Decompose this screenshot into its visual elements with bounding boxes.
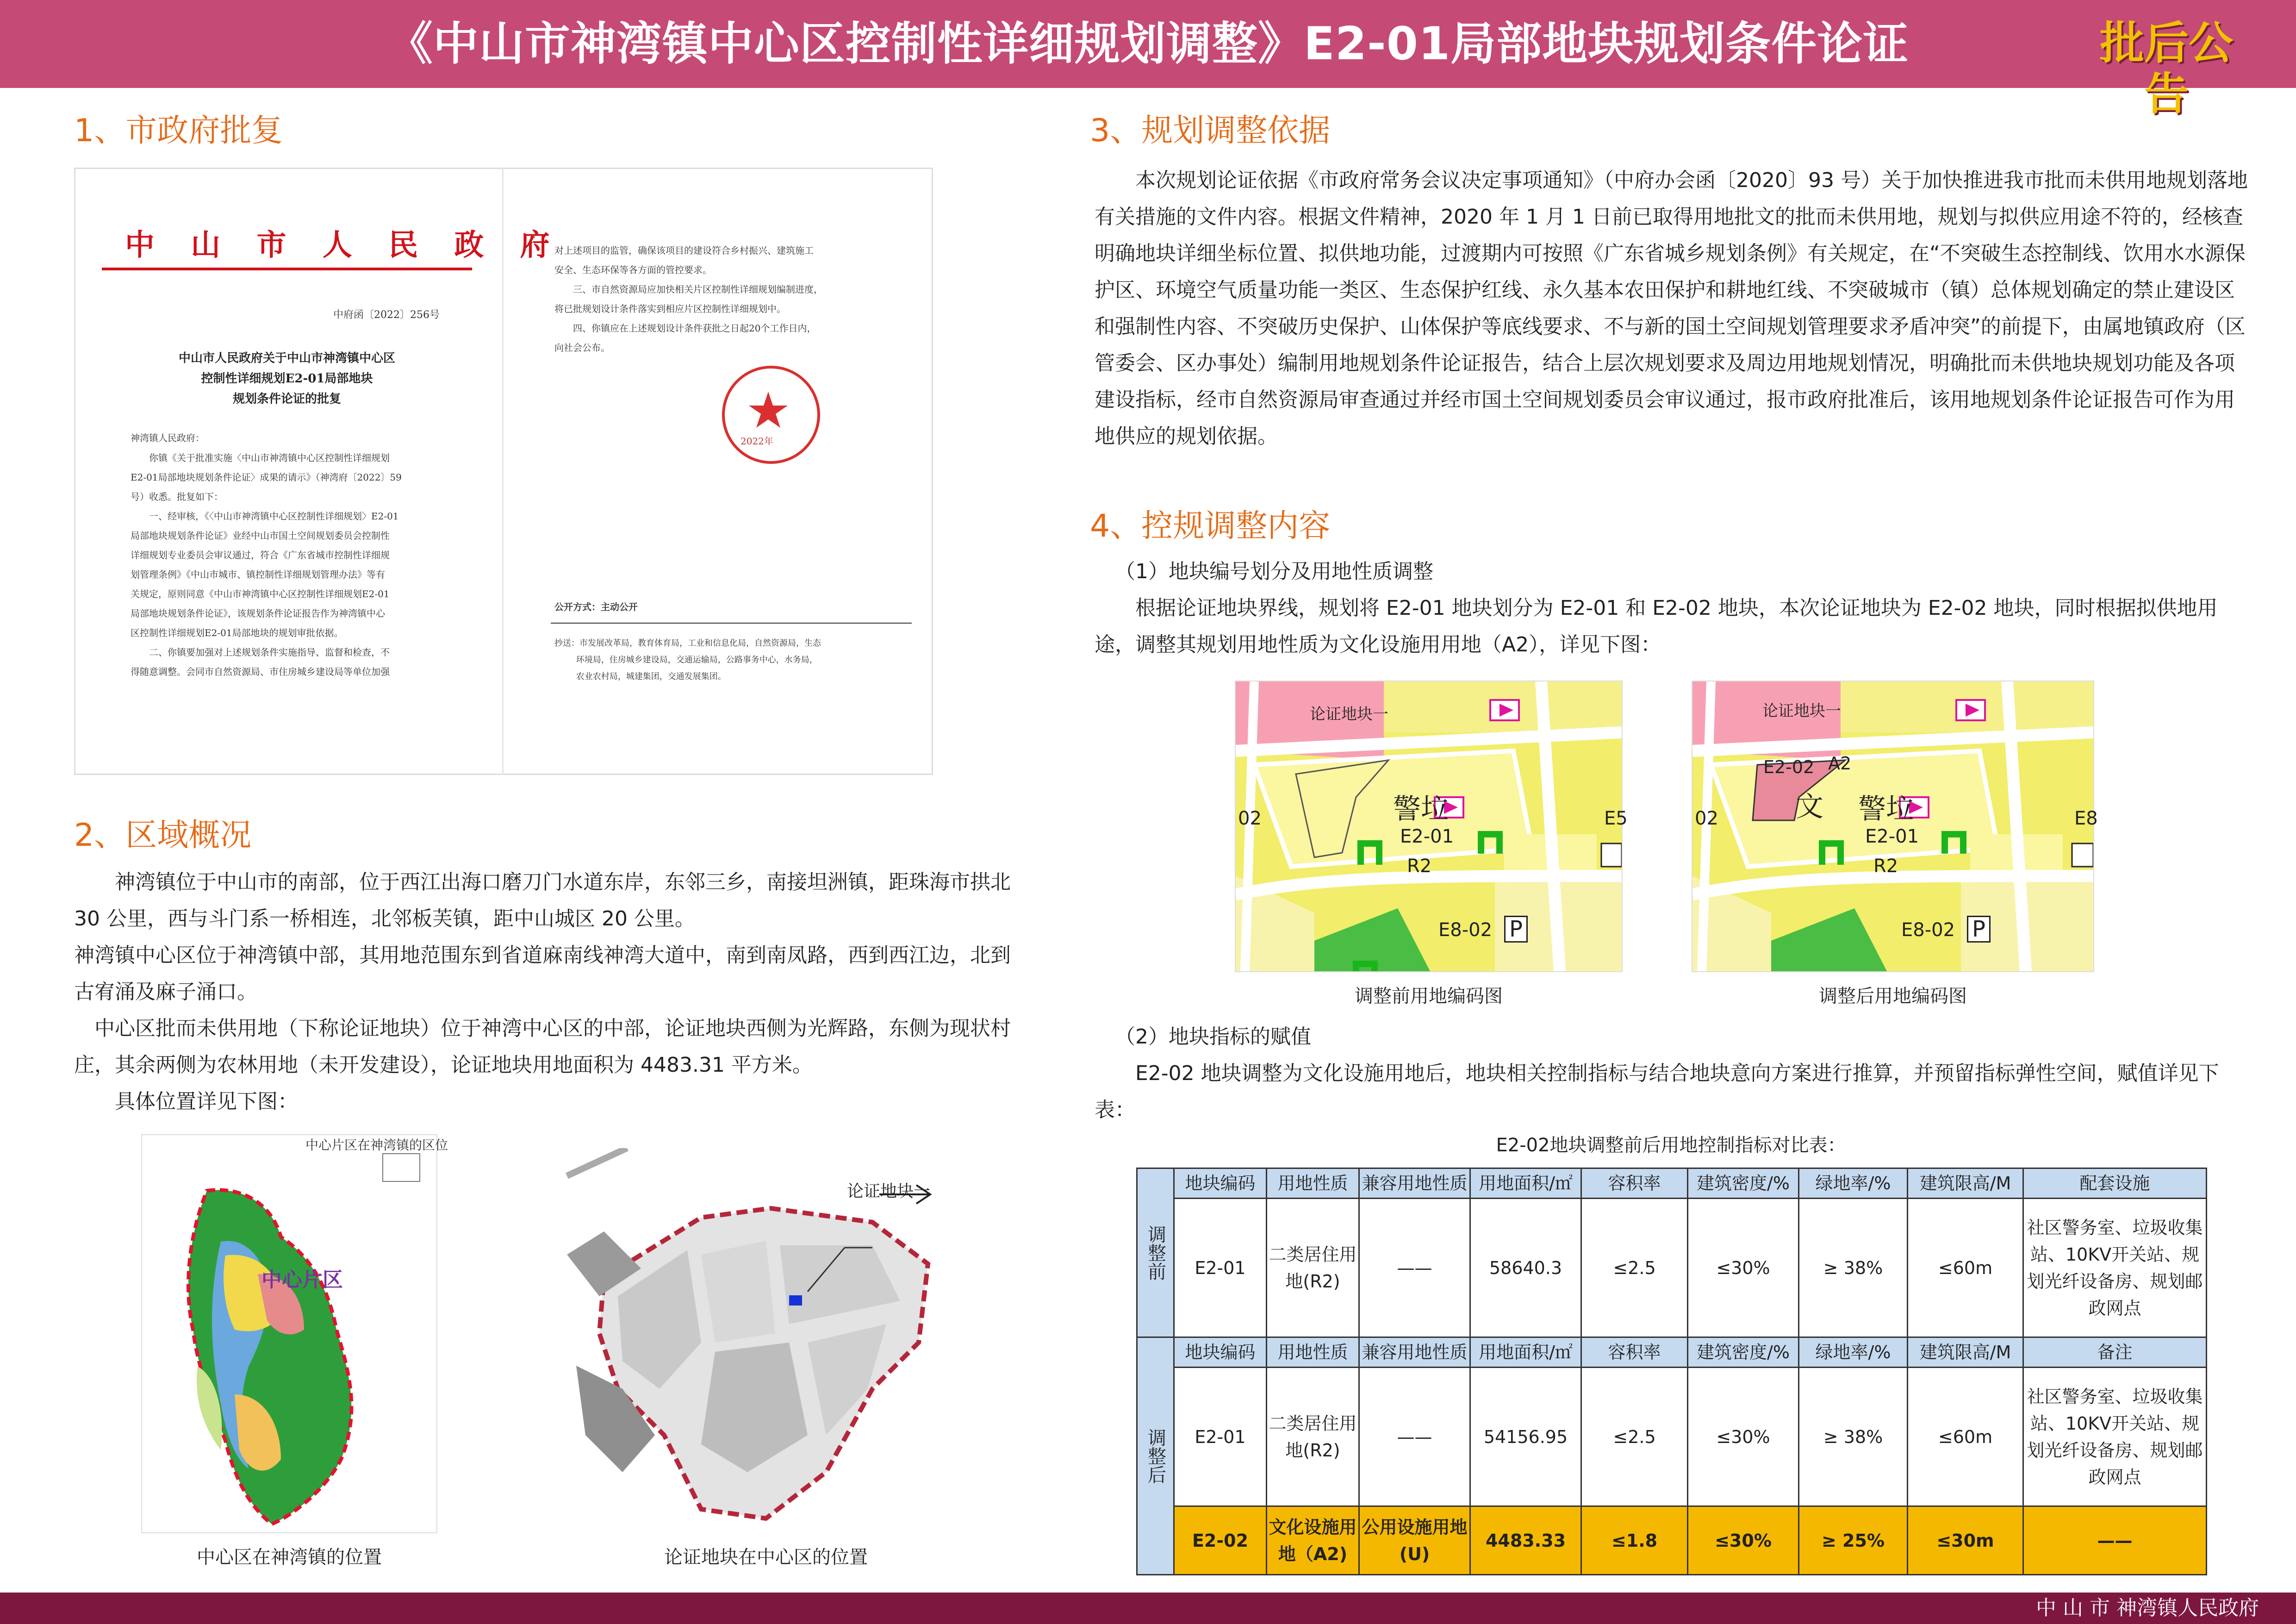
table-header-cell: 用地面积/㎡ xyxy=(1470,1337,1581,1368)
document-heading: 中 山 市 人 民 政 府 xyxy=(125,228,563,262)
before-edge-label: 02 xyxy=(1238,808,1262,829)
document-line: 关规定，原则同意《中山市神湾镇中心区控制性详细规划E2-01 xyxy=(131,588,390,600)
footer-text: 中 山 市 神湾镇人民政府 xyxy=(2036,1596,2259,1620)
table-cell: ≤60m xyxy=(1908,1368,2023,1506)
table-header-cell: 兼容用地性质 xyxy=(1359,1168,1470,1199)
table-header-cell: 建筑限高/M xyxy=(1908,1168,2023,1199)
table-header-cell: 容积率 xyxy=(1581,1337,1688,1368)
document-body-left xyxy=(131,448,454,681)
caption-after: 调整后用地编码图 xyxy=(1819,986,1967,1007)
document-subject-line: 中山市人民政府关于中山市神湾镇中心区 xyxy=(178,351,395,365)
document-line: 三、市自然资源局应加快相关片区控制性详细规划编制进度， xyxy=(573,284,823,295)
table-cell: ≥ 25% xyxy=(1799,1506,1908,1575)
before-edge-label: E5 xyxy=(1604,808,1628,829)
table-cell: ≤2.5 xyxy=(1581,1199,1688,1337)
table-cell: 社区警务室、垃圾收集站、10KV开关站、规划光纤设备房、规划邮政网点 xyxy=(2023,1368,2207,1506)
section4-title: 4、控规调整内容 xyxy=(1090,508,1331,544)
caption-before: 调整前用地编码图 xyxy=(1355,986,1503,1007)
section2-paragraph: 具体位置详见下图： xyxy=(115,1090,298,1113)
after-plot-label: 论证地块一 xyxy=(1762,702,1841,720)
map1-caption: 中心区在神湾镇的位置 xyxy=(197,1547,382,1568)
before-police-label: 警垃 xyxy=(1393,793,1449,825)
document-cc xyxy=(554,635,915,685)
table-header-cell: 配套设施 xyxy=(2023,1168,2207,1199)
indicator-table xyxy=(1136,1168,2207,1575)
document-line: 安全、生态环保等各方面的管控要求。 xyxy=(554,264,712,275)
table-cell: 二类居住用地(R2) xyxy=(1267,1199,1359,1337)
section1-title: 1、市政府批复 xyxy=(74,112,283,149)
section2-paragraph: 中心区批而未供用地（下称论证地块）位于神湾中心区的中部，论证地块西侧为光辉路，东侧为现状村庄，其余两侧为农林用地（未开发建设），论证地块用地面积为 4483.31 平方米。 xyxy=(74,1017,1011,1077)
document-cc-line: 农业农村局，城建集团，交通发展集团。 xyxy=(576,672,726,681)
section2-text xyxy=(74,864,1027,1120)
document-line: 局部地块规划条件论证》业经中山市国土空间规划委员会控制性 xyxy=(131,530,390,541)
table-header-cell: 绿地率/% xyxy=(1799,1168,1908,1199)
before-plot-label: 论证地块一 xyxy=(1310,705,1388,724)
table-header-cell: 建筑密度/% xyxy=(1688,1337,1799,1368)
table-row xyxy=(1137,1368,2207,1506)
map-town-location xyxy=(141,1134,437,1533)
table-header-cell: 容积率 xyxy=(1581,1168,1688,1199)
document-subject xyxy=(111,348,463,409)
section2-title: 2、区域概况 xyxy=(74,817,252,854)
document-line: 你镇《关于批准实施〈中山市神湾镇中心区控制性详细规划 xyxy=(149,452,390,463)
table-cell: 文化设施用地（A2) xyxy=(1267,1506,1359,1575)
table-cell: ≤1.8 xyxy=(1581,1506,1688,1575)
document-line: 对上述项目的监管，确保该项目的建设符合乡村振兴、建筑施工 xyxy=(554,245,814,256)
map1-label: 中心片区 xyxy=(261,1268,343,1292)
table-header-cell: 绿地率/% xyxy=(1799,1337,1908,1368)
section4-sub2 xyxy=(1095,1018,2249,1128)
document-line: 得随意调整。会同市自然资源局、市住房城乡建设局等单位加强 xyxy=(131,666,390,677)
map2-caption: 论证地块在中心区的位置 xyxy=(664,1547,868,1568)
table-title: E2-02地块调整前后用地控制指标对比表： xyxy=(1496,1135,1846,1156)
document-body-right xyxy=(554,241,906,357)
document-subject-line: 规划条件论证的批复 xyxy=(232,392,341,406)
section3-text xyxy=(1095,162,2249,455)
before-e8: E8-02 xyxy=(1438,919,1493,941)
after-code: E2-01 xyxy=(1865,826,1919,847)
section2-paragraph: 神湾镇位于中山市的南部，位于西江出海口磨刀门水道东岸，东邻三乡，南接坦洲镇，距珠海市拱北 30 公里，西与斗门系一桥相连，北邻板芙镇，距中山城区 20 公里。 xyxy=(74,870,1011,931)
document-line: E2-01局部地块规划条件论证〉成果的请示》（神湾府〔2022〕59 xyxy=(131,472,402,483)
table-cell: E2-01 xyxy=(1174,1199,1267,1337)
table-cell: ≥ 38% xyxy=(1799,1368,1908,1506)
after-e8: E8-02 xyxy=(1901,919,1955,941)
after-edge-label: E8 xyxy=(2074,808,2098,829)
after-r2: R2 xyxy=(1873,856,1898,877)
document-line: 四、你镇应在上述规划设计条件获批之日起20个工作日内， xyxy=(573,323,816,334)
section4-sub2-text: E2-02 地块调整为文化设施用地后，地块相关控制指标与结合地块意向方案进行推算，并预留指标弹性空间，赋值详见下表： xyxy=(1095,1062,2219,1122)
section4-sub1 xyxy=(1095,553,2249,663)
document-cc-line: 环境局，住房城乡建设局，交通运输局，公路事务中心，水务局， xyxy=(576,655,818,665)
table-row xyxy=(1137,1199,2207,1337)
table-cell: 58640.3 xyxy=(1470,1199,1581,1337)
document-salutation: 神湾镇人民政府： xyxy=(131,432,205,443)
document-cc-line: 抄送：市发展改革局，教育体育局，工业和信息化局，自然资源局，生态 xyxy=(554,638,821,648)
section3-paragraph: 本次规划论证依据《市政府常务会议决定事项通知》（中府办会函〔2020〕93 号）关于加快推进我市批而未供用地规划落地有关措施的文件内容。根据文件精神，2020 年 1 月 1 日前已取得用地批文的批而未供用地，规划与拟供应用途不符的，经核查明确地块详细坐标位置、拟供地功能，过渡期内可按照《广东省城乡规划条例》有关规定，在“不突破生态控制线、饮用水水源保护区、环境空气质量功能一类区、生态保护红线、永久基本农田保护和耕地红线、不突破城市（镇）总体规划确定的禁止建设区和强制性内容、不突破历史保护、山体保护等底线要求、不与新的国土空间规划管理要求矛盾冲突”的前提下，由属地镇政府（区管委会、区办事处）编制用地规划条件论证报告，结合上层次规划要求及周边用地规划情况，明确批而未供地块规划功能及各项建设指标，经市自然资源局审查通过并经市国土空间规划委员会审议通过，报市政府批准后，该用地规划条件论证报告可作为用地供应的规划依据。 xyxy=(1095,169,2248,448)
table-cell: ≤60m xyxy=(1908,1199,2023,1337)
document-subject-line: 控制性详细规划E2-01局部地块 xyxy=(201,372,373,386)
table-cell: —— xyxy=(2023,1506,2207,1575)
doc-rule xyxy=(551,623,912,624)
section4-sub1-heading: （1）地块编号划分及用地性质调整 xyxy=(1115,560,1433,583)
section4-sub1-text: 根据论证地块界线，规划将 E2-01 地块划分为 E2-01 和 E2-02 地块，本次论证地块为 E2-02 地块，同时根据拟供地用途，调整其规划用地性质为文化设施用用地（A2），详见下图： xyxy=(1095,596,2218,656)
section2-paragraph: 神湾镇中心区位于神湾镇中部，其用地范围东到省道麻南线神湾大道中，南到南凤路，西到西江边，北到古宥涌及麻子涌口。 xyxy=(74,943,1011,1004)
table-cell: 二类居住用地(R2) xyxy=(1267,1368,1359,1506)
after-new-code: E2-02 xyxy=(1763,757,1815,777)
map1-inset-title: 中心片区在神湾镇的区位 xyxy=(305,1137,448,1153)
document-line: 详细规划专业委员会审议通过，符合《广东省城市控制性详细规 xyxy=(131,550,390,561)
section4-sub2-heading: （2）地块指标的赋值 xyxy=(1115,1025,1311,1049)
parking-icon: P xyxy=(1967,916,1991,943)
table-header-cell: 备注 xyxy=(2023,1337,2207,1368)
document-line: 向社会公布。 xyxy=(554,342,610,353)
document-line: 划管理条例》《中山市城市、镇控制性详细规划管理办法》等有 xyxy=(131,569,385,580)
before-r2: R2 xyxy=(1407,856,1432,877)
table-header-cell: 建筑限高/M xyxy=(1908,1337,2023,1368)
table-header-cell: 用地性质 xyxy=(1267,1168,1359,1199)
table-cell: E2-01 xyxy=(1174,1368,1267,1506)
table-header-cell: 兼容用地性质 xyxy=(1359,1337,1470,1368)
map2-label: 论证地块一 xyxy=(847,1182,931,1201)
table-header-cell: 地块编码 xyxy=(1174,1337,1267,1368)
table-cell: ≤30% xyxy=(1688,1199,1799,1337)
side-label-before: 调整前 xyxy=(1137,1168,1174,1337)
table-cell: 社区警务室、垃圾收集站、10KV开关站、规划光纤设备房、规划邮政网点 xyxy=(2023,1199,2207,1337)
side-label-after: 调整后 xyxy=(1137,1337,1174,1575)
table-cell: 54156.95 xyxy=(1470,1368,1581,1506)
document-line: 号）收悉。批复如下： xyxy=(131,491,223,502)
table-header-cell: 用地面积/㎡ xyxy=(1470,1168,1581,1199)
table-cell: 4483.33 xyxy=(1470,1506,1581,1575)
table-cell: ≥ 38% xyxy=(1799,1199,1908,1337)
table-cell: ≤30% xyxy=(1688,1368,1799,1506)
parking-icon: P xyxy=(1504,916,1528,943)
seal-date: 2022年 xyxy=(740,436,773,447)
table-header-cell: 用地性质 xyxy=(1267,1337,1359,1368)
town-map-graphic xyxy=(142,1135,436,1532)
document-line: 将已批规划设计条件落实到相应片区控制性详细规划中。 xyxy=(554,303,786,314)
after-police-label: 警垃 xyxy=(1858,793,1914,825)
document-ref-no: 中府函〔2022〕256号 xyxy=(333,309,440,321)
table-cell: —— xyxy=(1359,1199,1470,1337)
document-line: 一、经审核，《〈中山市神湾镇中心区控制性详细规划〉E2-01 xyxy=(149,511,399,522)
section3-title: 3、规划调整依据 xyxy=(1090,112,1331,149)
notice-badge: 批后公告 xyxy=(2100,17,2233,120)
table-cell: —— xyxy=(1359,1368,1470,1506)
table-cell: ≤2.5 xyxy=(1581,1368,1688,1506)
document-line: 二、你镇要加强对上述规划条件实施指导、监督和检查，不 xyxy=(149,647,390,658)
table-header-cell: 地块编码 xyxy=(1174,1168,1267,1199)
table-cell: E2-02 xyxy=(1174,1506,1267,1575)
document-red-line xyxy=(102,268,472,270)
page-title: 《中山市神湾镇中心区控制性详细规划调整》E2-01局部地块规划条件论证 xyxy=(387,18,1909,70)
table-header-cell: 建筑密度/% xyxy=(1688,1168,1799,1199)
table-cell: 公用设施用地(U) xyxy=(1359,1506,1470,1575)
table-row-highlight xyxy=(1137,1506,2207,1575)
table-cell: ≤30% xyxy=(1688,1506,1799,1575)
public-mode: 公开方式：主动公开 xyxy=(554,601,638,612)
table-header-row xyxy=(1137,1168,2207,1199)
before-code: E2-01 xyxy=(1400,826,1454,847)
after-edge-label: 02 xyxy=(1695,808,1718,829)
after-culture-mark: 文 xyxy=(1796,791,1823,823)
document-line: 区控制性详细规划E2-01局部地块的规划审批依据。 xyxy=(131,627,343,638)
footer-bar xyxy=(0,1593,2296,1624)
after-a2: A2 xyxy=(1828,753,1852,774)
table-header-row xyxy=(1137,1337,2207,1368)
table-cell: ≤30m xyxy=(1908,1506,2023,1575)
document-line: 局部地块规划条件论证》，该规划条件论证报告作为神湾镇中心 xyxy=(131,608,385,619)
